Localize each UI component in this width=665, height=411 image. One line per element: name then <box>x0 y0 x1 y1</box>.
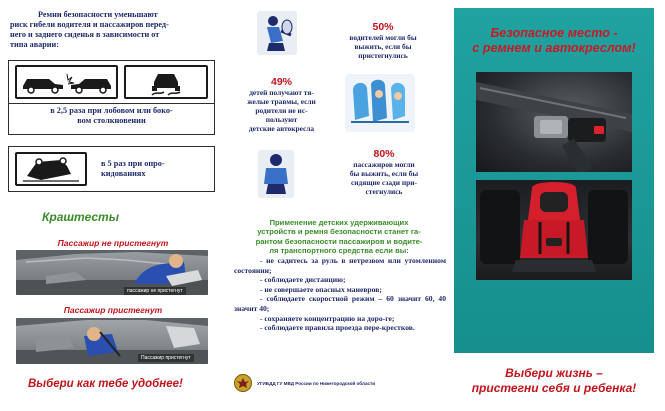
stat-drivers-text: водителей могли бы выжить, если бы пристегнулись <box>349 33 417 60</box>
panel-title: Безопасное место - с ремнем и автокреслом! <box>472 26 636 55</box>
unbelted-crash-photo <box>16 250 208 295</box>
rule-item: - не садитесь за руль в нетрезвом или утомленном состоянии; <box>234 256 446 275</box>
stat-passengers-percent: 80% <box>373 148 395 160</box>
unbelted-tag: пассажир не пристегнут <box>124 287 186 295</box>
stat-children-percent: 49% <box>270 76 292 88</box>
rear-passenger-pictogram <box>258 150 294 198</box>
frontal-crash-sign <box>15 65 118 99</box>
car-seat-photo <box>476 180 632 280</box>
driver-airbag-pictogram <box>257 11 297 55</box>
rollover-caption: в 5 раз при опро- кидованиях <box>101 159 165 178</box>
two-cars-crash-icon <box>19 70 115 94</box>
intro-text: Ремни безопасности уменьшают риск гибели водителя и пассажиров перед- него и заднего сиденья в зависимости от типа аварии: <box>10 10 169 49</box>
crashtests-title: Краштесты <box>42 210 119 224</box>
stat-passengers-text: пассажиров могли бы выжить, если бы сидящие сзади при- стегнулись <box>349 160 419 196</box>
stat-children-text: детей получают тя- желые травмы, если родители не ис- пользуют детские автокресла <box>247 88 316 133</box>
seatbelt-photo <box>476 72 632 172</box>
frontal-collision-box <box>8 60 215 135</box>
unbelted-title: Пассажир не пристегнут <box>57 238 169 248</box>
skid-car-icon <box>146 68 186 96</box>
stat-drivers <box>318 21 448 60</box>
safe-seat-panel <box>454 8 654 353</box>
passenger-icon <box>258 150 294 198</box>
frontal-caption: в 2,5 раза при лобовом или боко- вом столкновении <box>50 106 173 125</box>
driver-icon <box>257 11 297 55</box>
organization-name: УГИБДД ГУ МВД России по Нижегородской области <box>257 381 376 386</box>
stat-drivers-percent: 50% <box>372 21 394 33</box>
rule-item: - сохраняете концентрацию на доро-ге; <box>260 313 395 323</box>
rule-item: - соблюдаете дистанцию; <box>260 275 346 285</box>
rule-item: - не совершаете опасных маневров; <box>260 284 382 294</box>
left-slogan: Выбери как тебе удобнее! <box>28 378 183 390</box>
rollover-car-icon <box>21 156 81 182</box>
child-seat-pictogram <box>345 74 415 132</box>
rules-list <box>234 256 446 333</box>
belted-title: Пассажир пристегнут <box>63 305 163 315</box>
police-emblem-icon <box>234 374 252 392</box>
emblem-eagle-icon <box>235 375 251 391</box>
rollover-sign <box>15 152 87 186</box>
belted-tag: Пассажир пристегнут <box>138 354 194 362</box>
stat-children <box>234 76 329 133</box>
child-car-seat-image <box>476 180 632 280</box>
right-slogan: Выбери жизнь – пристегни себя и ребенка! <box>471 366 637 395</box>
rollover-box <box>8 146 215 192</box>
child-seats-icon <box>345 74 415 132</box>
rule-item: - соблюдаете скоростной режим – 60 значит 60, 40 значит 40; <box>234 294 446 313</box>
belted-crash-photo <box>16 318 208 364</box>
rules-heading: Применение детских удерживающих устройств и ремня безопасности станет га- рантом безопасности пассажиров и водите- ля транспортного средства если вы: <box>255 218 423 256</box>
side-crash-sign <box>124 65 208 99</box>
stat-passengers <box>320 148 448 196</box>
seatbelt-buckle-image <box>476 72 632 172</box>
rule-item: - соблюдаете правила проезда пере-крестков. <box>260 323 415 333</box>
